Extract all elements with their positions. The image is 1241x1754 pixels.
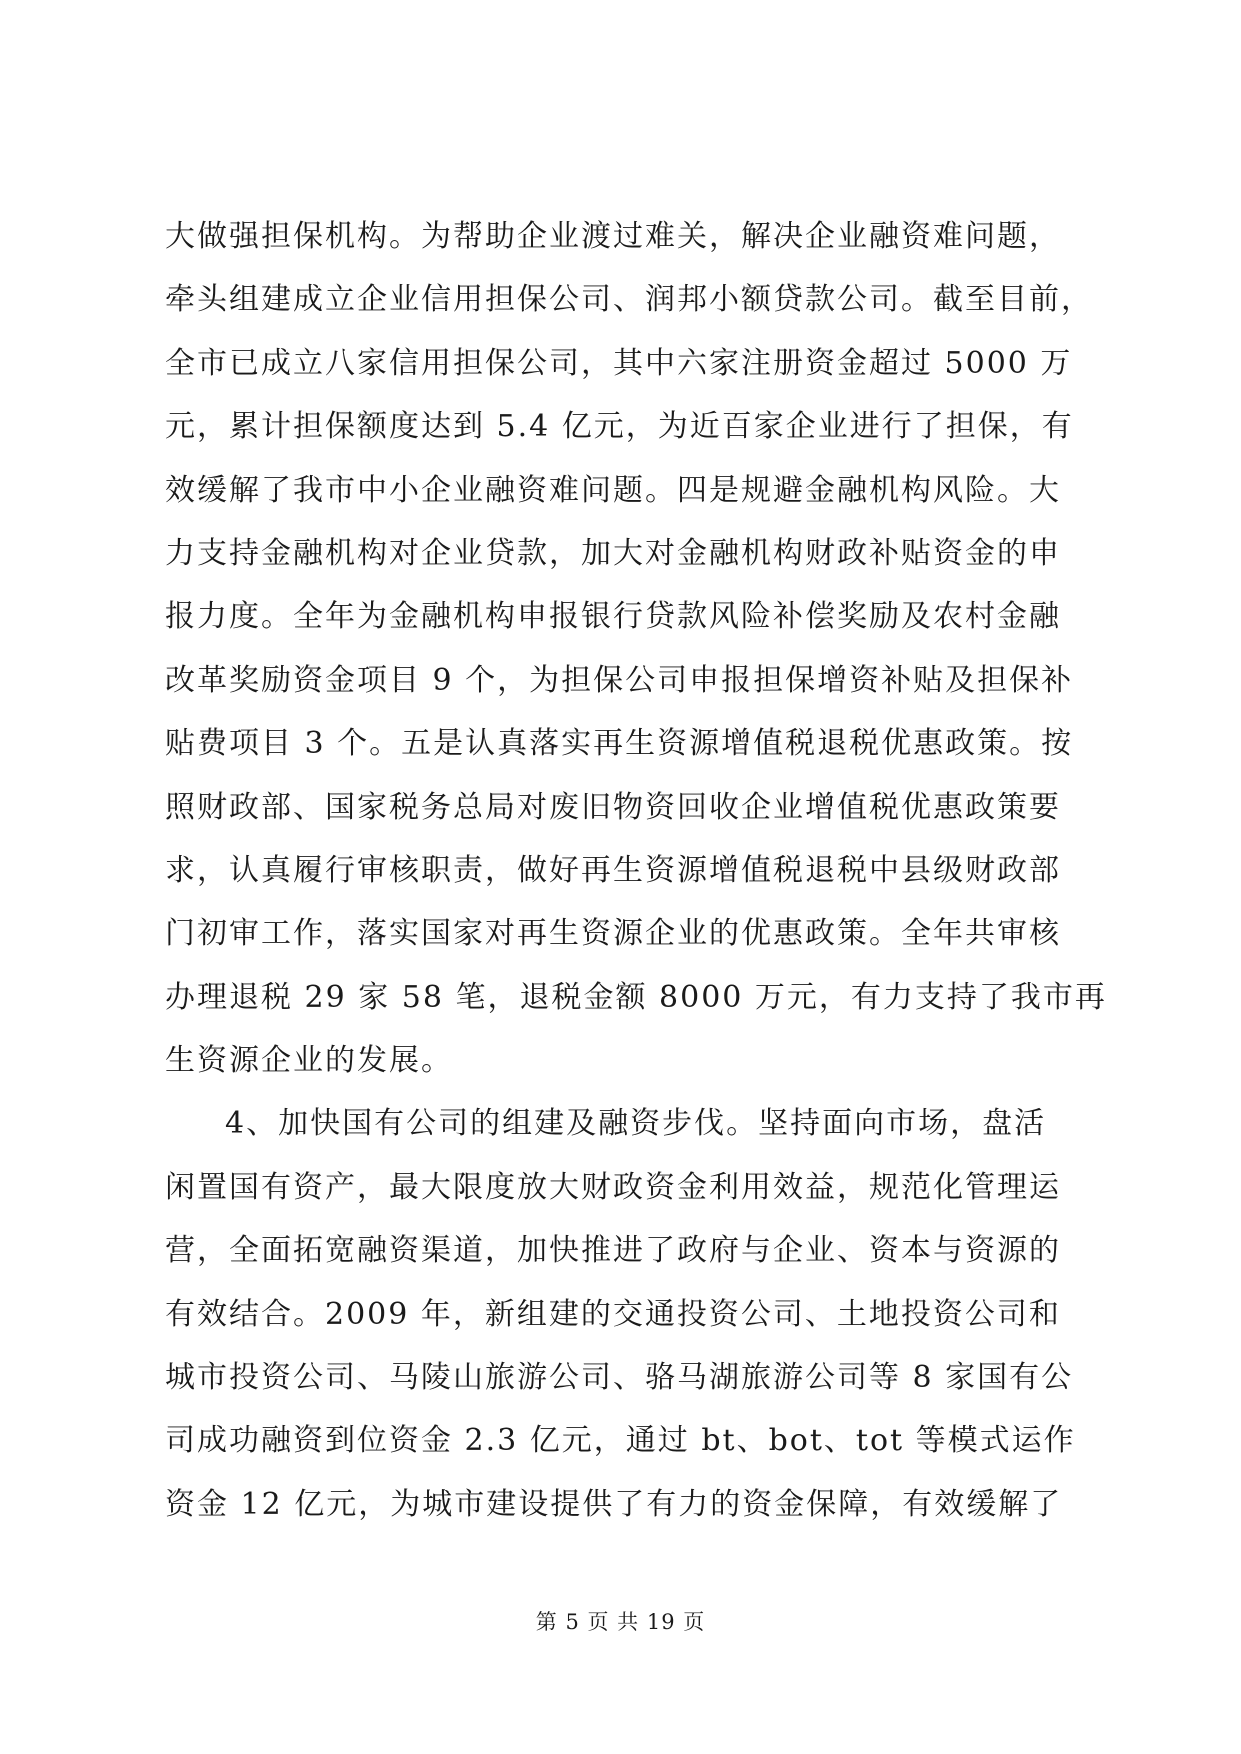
text-line: 生资源企业的发展。 xyxy=(165,1043,453,1079)
text-line: 贴费项目 3 个。五是认真落实再生资源增值税退税优惠政策。按 xyxy=(165,726,1074,762)
text-line: 大做强担保机构。为帮助企业渡过难关，解决企业融资难问题， xyxy=(165,219,1061,254)
text-line: 闲置国有资产，最大限度放大财政资金利用效益，规范化管理运 xyxy=(165,1169,1061,1205)
text-line: 牵头组建成立企业信用担保公司、润邦小额贷款公司。截至目前， xyxy=(165,282,1093,318)
body-text xyxy=(165,205,1107,1536)
text-line: 门初审工作，落实国家对再生资源企业的优惠政策。全年共审核 xyxy=(165,916,1061,952)
text-line: 司成功融资到位资金 2.3 亿元，通过 bt、bot、tot 等模式运作 xyxy=(165,1423,1076,1459)
text-line: 力支持金融机构对企业贷款，加大对金融机构财政补贴资金的申 xyxy=(165,535,1061,571)
text-line: 求，认真履行审核职责，做好再生资源增值税退税中县级财政部 xyxy=(165,852,1061,888)
text-line: 资金 12 亿元，为城市建设提供了有力的资金保障，有效缓解了 xyxy=(165,1486,1063,1522)
text-line: 全市已成立八家信用担保公司，其中六家注册资金超过 5000 万 xyxy=(165,345,1073,381)
text-line: 有效结合。2009 年，新组建的交通投资公司、土地投资公司和 xyxy=(165,1296,1061,1332)
paragraph-first-line: 4、加快国有公司的组建及融资步伐。坚持面向市场，盘活 xyxy=(225,1106,1047,1142)
text-line: 报力度。全年为金融机构申报银行贷款风险补偿奖励及农村金融 xyxy=(165,599,1061,635)
text-line: 效缓解了我市中小企业融资难问题。四是规避金融机构风险。大 xyxy=(165,472,1061,508)
text-line: 改革奖励资金项目 9 个，为担保公司申报担保增资补贴及担保补 xyxy=(165,662,1074,698)
text-line: 照财政部、国家税务总局对废旧物资回收企业增值税优惠政策要 xyxy=(165,789,1061,825)
text-line: 元，累计担保额度达到 5.4 亿元，为近百家企业进行了担保，有 xyxy=(165,409,1074,445)
page-number-footer: 第 5 页 共 19 页 xyxy=(535,1610,706,1634)
text-line: 办理退税 29 家 58 笔，退税金额 8000 万元，有力支持了我市再 xyxy=(165,979,1107,1015)
text-line: 城市投资公司、马陵山旅游公司、骆马湖旅游公司等 8 家国有公 xyxy=(165,1360,1074,1396)
text-line: 营，全面拓宽融资渠道，加快推进了政府与企业、资本与资源的 xyxy=(165,1233,1061,1269)
